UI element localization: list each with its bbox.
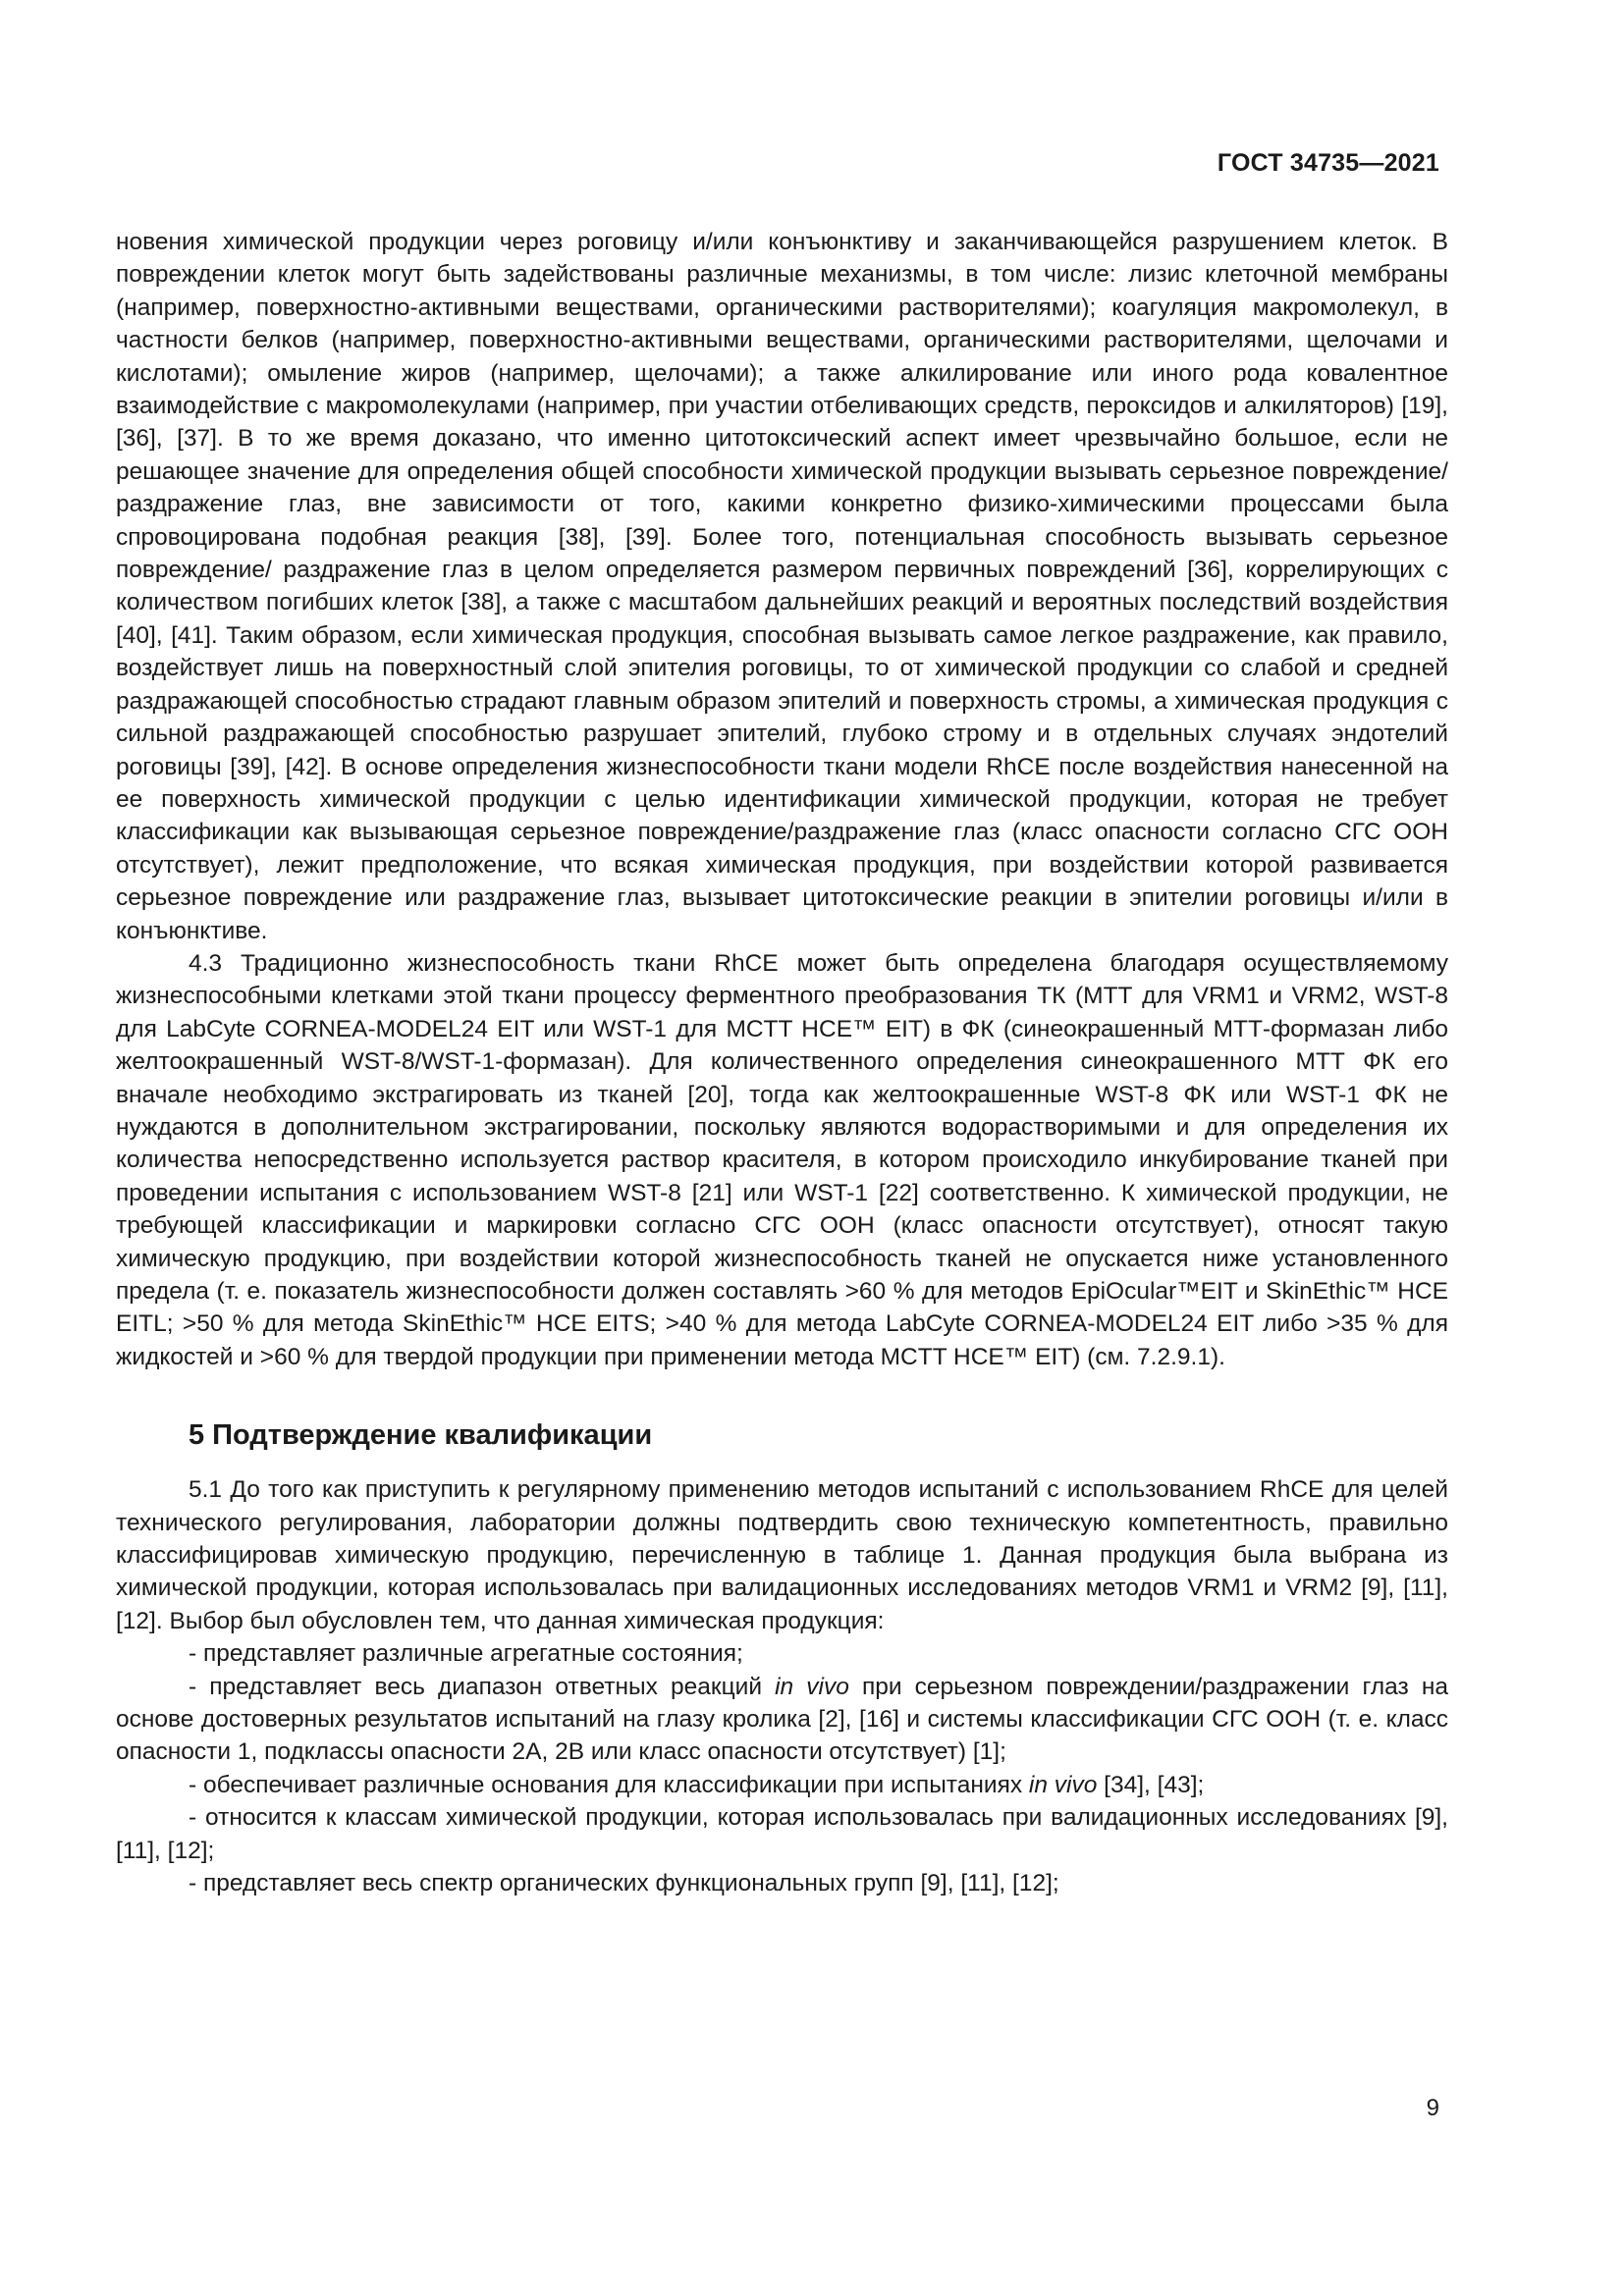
list-item-functional-groups: - представляет весь спектр органических функциональных групп [9], [11], [12]; [189, 1870, 1059, 1897]
list-item-response-range [116, 1671, 1448, 1769]
page-number: 9 [1426, 2095, 1439, 2121]
paragraph-continuation: новения химической продукции через роговицу и/или конъюнктиву и заканчивающейся разрушением клеток. В повреждении клеток могут быть задействованы различные механизмы, в том числе: лизис клеточной мембраны (например, поверхностно-активными веществами, органическими растворителями); коагуляция макромолекул, в частности белков (например, поверхностно-активными веществами, органическими растворителями, щелочами и кислотами); омыление жиров (например, щелочами); а также алкилирование или иного рода ковалентное взаимодействие с макромолекулами (например, при участии отбеливающих средств, пероксидов и алкиляторов) [19], [36], [37]. В то же время доказано, что именно цитотоксический аспект имеет чрезвычайно большое, если не решающее значение для определения общей способности химической продукции вызывать серьезное повреждение/раздражение глаз, вне зависимости от того, какими конкретно физико-химическими процессами была спровоцирована подобная реакция [38], [39]. Более того, потенциальная способность вызывать серьезное повреждение/ раздражение глаз в целом определяется размером первичных повреждений [36], коррелирующих с количеством погибших клеток [38], а также с масштабом дальнейших реакций и вероятных последствий воздействия [40], [41]. Таким образом, если химическая продукция, способная вызывать самое легкое раздражение, как правило, воздействует лишь на поверхностный слой эпителия роговицы, то от химической продукции со слабой и средней раздражающей способностью страдают главным образом эпителий и поверхность стромы, а химическая продукция с сильной раздражающей способностью разрушает эпителий, глубоко строму и в отдельных случаях эндотелий роговицы [39], [42]. В основе определения жизнеспособности ткани модели RhCE после воздействия нанесенной на ее поверхность химической продукции с целью идентификации химической продукции, которая не требует классификации как вызывающая серьезное повреждение/раздражение глаз (класс опасности согласно СГС ООН отсутствует), лежит предположение, что всякая химическая продукция, при воздействии которой развивается серьезное повреждение или раздражение глаз, вызывает цитотоксические реакции в эпителии роговицы и/или в конъюнктиве. [116, 229, 1448, 944]
list-item-text: - обеспечивает различные основания для классификации при испытаниях [189, 1771, 1029, 1798]
paragraph-4-3: 4.3 Традиционно жизнеспособность ткани RhCE может быть определена благодаря осуществляемому жизнеспособными клетками этой ткани процессу ферментного преобразования ТК (МТТ для VRM1 и VRM2, WST-8 для LabCyte CORNEA-MODEL24 EIT или WST-1 для MCTT HCE™ EIT) в ФК (синеокрашенный МТТ-формазан либо желтоокрашенный WST-8/WST-1-формазан). Для количественного определения синеокрашенного МТТ ФК его вначале необходимо экстрагировать из тканей [20], тогда как желтоокрашенные WST-8 ФК или WST-1 ФК не нуждаются в дополнительном экстрагировании, поскольку являются водорастворимыми и для определения их количества непосредственно используется раствор красителя, в котором происходило инкубирование тканей при проведении испытания с использованием WST-8 [21] или WST-1 [22] соответственно. К химической продукции, не требующей классификации и маркировки согласно СГС ООН (класс опасности отсутствует), относят такую химическую продукцию, при воздействии которой жизнеспособность тканей не опускается ниже установленного предела (т. е. показатель жизнеспособности должен составлять >60 % для методов EpiOcular™EIT и SkinEthic™ HCE EITL; >50 % для метода SkinEthic™ HCE EITS; >40 % для метода LabCyte CORNEA-MODEL24 EIT либо >35 % для жидкостей и >60 % для твердой продукции при применении метода MCTT HCE™ EIT) (см. 7.2.9.1). [116, 949, 1448, 1370]
list-item-italic-term: in vivo [775, 1673, 849, 1700]
list-item-aggregate-states: - представляет различные агрегатные состояния; [189, 1640, 743, 1668]
list-item-text: - представляет весь диапазон ответных реакций [189, 1673, 776, 1700]
list-item-classification-basis [116, 1769, 1448, 1801]
list-item-text: при серьезном повреждении/раздражении глаз на основе достоверных результатов испытаний на глазу кролика [2], [16] и системы классификации СГС ООН (т. е. класс опасности 1, подклассы опасности 2А, 2В или класс опасности отсутствует) [1]; [116, 1673, 1448, 1766]
standard-header: ГОСТ 34735—2021 [1217, 149, 1439, 177]
list-item-text: [34], [43]; [1097, 1771, 1205, 1798]
list-item-product-classes: - относится к классам химической продукции, которая использовалась при валидационных исследованиях [9], [11], [12]; [116, 1804, 1448, 1864]
list-item-italic-term: in vivo [1028, 1771, 1098, 1798]
document-body [116, 226, 1448, 1900]
paragraph-5-1: 5.1 До того как приступить к регулярному применению методов испытаний с использованием RhCE для целей технического регулирования, лаборатории должны подтвердить свою техническую компетентность, правильно классифицировав химическую продукцию, перечисленную в таблице 1. Данная продукция была выбрана из химической продукции, которая использовалась при валидационных исследованиях методов VRM1 и VRM2 [9], [11], [12]. Выбор был обусловлен тем, что данная химическая продукция: [116, 1476, 1448, 1634]
section-5-heading: 5 Подтверждение квалификации [189, 1419, 653, 1452]
